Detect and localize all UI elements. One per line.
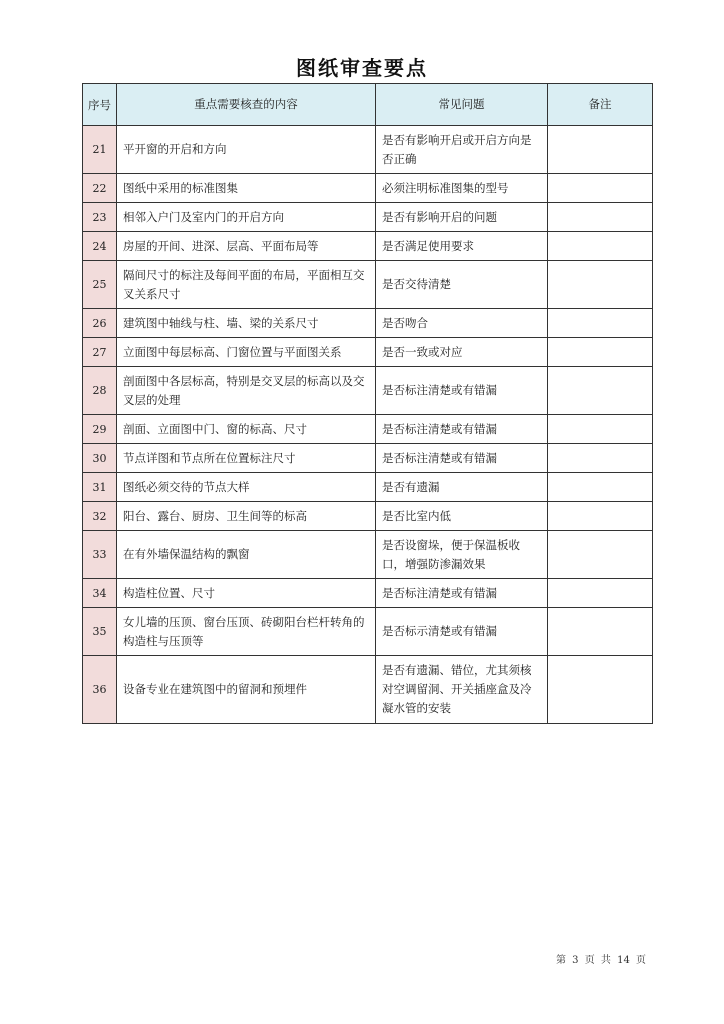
row-issue: 是否有影响开启或开启方向是否正确 bbox=[376, 126, 548, 174]
row-content: 节点详图和节点所在位置标注尺寸 bbox=[117, 444, 376, 473]
table-row bbox=[83, 415, 653, 444]
row-remark bbox=[548, 367, 653, 415]
row-content: 图纸必须交待的节点大样 bbox=[117, 473, 376, 502]
row-number: 25 bbox=[83, 261, 117, 309]
row-remark bbox=[548, 608, 653, 656]
row-remark bbox=[548, 531, 653, 579]
row-number: 32 bbox=[83, 502, 117, 531]
row-issue: 是否有遗漏、错位，尤其须核对空调留洞、开关插座盒及冷凝水管的安装 bbox=[376, 656, 548, 724]
row-content: 相邻入户门及室内门的开启方向 bbox=[117, 203, 376, 232]
row-remark bbox=[548, 656, 653, 724]
header-seq: 序号 bbox=[83, 84, 117, 126]
row-issue: 必须注明标准图集的型号 bbox=[376, 174, 548, 203]
row-issue: 是否吻合 bbox=[376, 309, 548, 338]
row-number: 36 bbox=[83, 656, 117, 724]
table-row bbox=[83, 367, 653, 415]
page-footer: 第 3 页 共 14 页 bbox=[556, 955, 646, 966]
table-row bbox=[83, 502, 653, 531]
row-issue: 是否有影响开启的问题 bbox=[376, 203, 548, 232]
row-content: 构造柱位置、尺寸 bbox=[117, 579, 376, 608]
table-row bbox=[83, 531, 653, 579]
row-remark bbox=[548, 232, 653, 261]
row-content: 隔间尺寸的标注及每间平面的布局，平面相互交叉关系尺寸 bbox=[117, 261, 376, 309]
row-remark bbox=[548, 415, 653, 444]
row-issue: 是否标注清楚或有错漏 bbox=[376, 444, 548, 473]
row-remark bbox=[548, 203, 653, 232]
row-number: 31 bbox=[83, 473, 117, 502]
row-remark bbox=[548, 502, 653, 531]
row-remark bbox=[548, 174, 653, 203]
row-remark bbox=[548, 126, 653, 174]
row-issue: 是否标注清楚或有错漏 bbox=[376, 367, 548, 415]
table-row bbox=[83, 261, 653, 309]
row-remark bbox=[548, 444, 653, 473]
row-content: 房屋的开间、进深、层高、平面布局等 bbox=[117, 232, 376, 261]
row-number: 26 bbox=[83, 309, 117, 338]
row-content: 建筑图中轴线与柱、墙、梁的关系尺寸 bbox=[117, 309, 376, 338]
table-row bbox=[83, 444, 653, 473]
table-header-row bbox=[83, 84, 653, 126]
row-remark bbox=[548, 338, 653, 367]
row-issue: 是否标注清楚或有错漏 bbox=[376, 579, 548, 608]
row-issue: 是否有遗漏 bbox=[376, 473, 548, 502]
row-number: 21 bbox=[83, 126, 117, 174]
row-number: 23 bbox=[83, 203, 117, 232]
table-row bbox=[83, 174, 653, 203]
row-issue: 是否比室内低 bbox=[376, 502, 548, 531]
row-number: 33 bbox=[83, 531, 117, 579]
row-issue: 是否设窗垛，便于保温板收口，增强防渗漏效果 bbox=[376, 531, 548, 579]
row-number: 30 bbox=[83, 444, 117, 473]
row-number: 34 bbox=[83, 579, 117, 608]
table-row bbox=[83, 473, 653, 502]
row-remark bbox=[548, 473, 653, 502]
table-row bbox=[83, 309, 653, 338]
header-remark: 备注 bbox=[548, 84, 653, 126]
row-issue: 是否满足使用要求 bbox=[376, 232, 548, 261]
table-row bbox=[83, 126, 653, 174]
row-content: 平开窗的开启和方向 bbox=[117, 126, 376, 174]
row-remark bbox=[548, 579, 653, 608]
row-content: 立面图中每层标高、门窗位置与平面图关系 bbox=[117, 338, 376, 367]
row-issue: 是否标注清楚或有错漏 bbox=[376, 415, 548, 444]
table-row bbox=[83, 203, 653, 232]
header-content: 重点需要核查的内容 bbox=[117, 84, 376, 126]
row-number: 22 bbox=[83, 174, 117, 203]
row-content: 图纸中采用的标准图集 bbox=[117, 174, 376, 203]
page-title: 图纸审查要点 bbox=[296, 56, 428, 80]
row-issue: 是否交待清楚 bbox=[376, 261, 548, 309]
row-issue: 是否标示清楚或有错漏 bbox=[376, 608, 548, 656]
table-row bbox=[83, 232, 653, 261]
row-number: 35 bbox=[83, 608, 117, 656]
review-table bbox=[82, 83, 653, 724]
table-row bbox=[83, 608, 653, 656]
row-number: 29 bbox=[83, 415, 117, 444]
row-content: 女儿墙的压顶、窗台压顶、砖砌阳台栏杆转角的构造柱与压顶等 bbox=[117, 608, 376, 656]
header-issue: 常见问题 bbox=[376, 84, 548, 126]
row-number: 28 bbox=[83, 367, 117, 415]
table-row bbox=[83, 338, 653, 367]
row-content: 剖面图中各层标高，特别是交叉层的标高以及交叉层的处理 bbox=[117, 367, 376, 415]
row-content: 设备专业在建筑图中的留洞和预埋件 bbox=[117, 656, 376, 724]
table-row bbox=[83, 579, 653, 608]
row-content: 在有外墙保温结构的飘窗 bbox=[117, 531, 376, 579]
row-issue: 是否一致或对应 bbox=[376, 338, 548, 367]
row-content: 剖面、立面图中门、窗的标高、尺寸 bbox=[117, 415, 376, 444]
row-remark bbox=[548, 261, 653, 309]
row-content: 阳台、露台、厨房、卫生间等的标高 bbox=[117, 502, 376, 531]
row-number: 24 bbox=[83, 232, 117, 261]
table-row bbox=[83, 656, 653, 724]
row-number: 27 bbox=[83, 338, 117, 367]
row-remark bbox=[548, 309, 653, 338]
